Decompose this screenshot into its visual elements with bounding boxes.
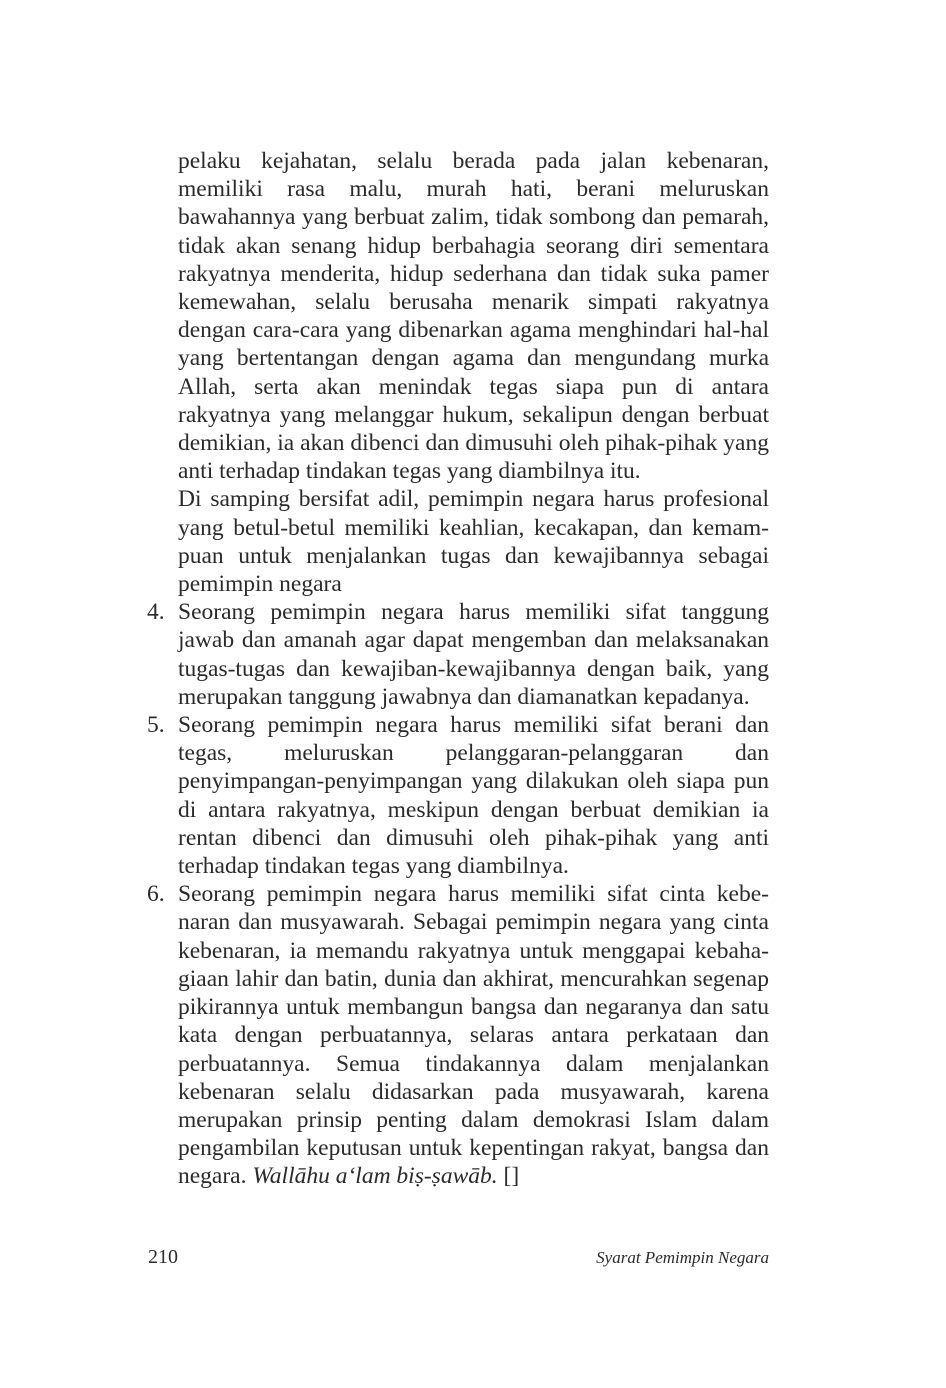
list-item-5: [147, 711, 769, 880]
list-item-6: [147, 880, 769, 1190]
page-footer: [148, 1246, 769, 1270]
list-number: 6.: [147, 881, 165, 908]
end-mark: []: [503, 1163, 520, 1190]
body-text: [147, 147, 769, 1191]
running-title: Syarat Pemimpin Negara: [596, 1248, 769, 1267]
list-number: 5.: [147, 712, 165, 739]
list-number: 4.: [147, 599, 165, 626]
continuation-paragraph: pelaku kejahatan, selalu berada pada jalan kebenaran, memiliki rasa malu, murah hati, berani meluruskan bawahannya yang berbuat zalim, tidak sombong dan pemarah, tidak akan senang hidup berbahagia seorang diri sementara rakyatnya menderita, hidup sederhana dan tidak suka pamer kemewahan, selalu berusaha menarik simpati rakyatnya dengan cara-cara yang dibenarkan agama menghindari hal-hal yang bertentangan dengan agama dan mengundang murka Allah, serta akan menindak tegas siapa pun di antara rakyatnya yang melanggar hukum, sekalipun dengan berbuat demikian, ia akan dibenci dan dimusuhi oleh pihak-pihak yang anti terhadap tindakan tegas yang diambilnya itu.: [178, 148, 769, 485]
list-item-text: Seorang pemimpin negara harus memiliki sifat tanggung jawab dan amanah agar dapat mengemban dan melaksanakan tugas-tugas dan kewajiban-kewajibannya dengan baik, yang merupakan tanggung jawabnya dan diamanatkan kepadanya.: [178, 599, 769, 710]
list-item-text: Seorang pemimpin negara harus memiliki sifat berani dan tegas, meluruskan pelanggaran-pelanggaran dan penyimpangan-penyimpangan yang dilakukan oleh siapa pun di antara rakyatnya, meskipun dengan berbuat demikian ia rentan dibenci dan dimusuhi oleh pihak-pihak yang anti terhadap tindakan tegas yang diambilnya.: [178, 712, 769, 880]
list-item-text: Seorang pemimpin negara harus memiliki sifat cinta kebenaran dan musyawarah. Sebagai pemimpin negara yang cinta kebenaran, ia memandu rakyatnya untuk menggapai kebahagiaan lahir dan batin, dunia dan akhirat, mencurahkan segenap pikirannya untuk membangun bangsa dan negaranya dan satu kata dengan perbuatannya, selaras antara perkataan dan perbuatannya. Semua tindakannya dalam menjalankan kebenaran selalu didasarkan pada musyawarah, karena merupakan prinsip penting dalam demokrasi Islam dalam pengambilan keputusan untuk kepentingan rakyat, bangsa dan negara.: [178, 881, 769, 1190]
closing-phrase: Wallāhu a‘lam biṣ-ṣawāb.: [252, 1163, 498, 1190]
professional-paragraph: Di samping bersifat adil, pemimpin negara harus profesional yang betul-betul memiliki keahlian, kecakapan, dan kemampuan untuk menjalankan tugas dan kewajibannya sebagai pemimpin negara: [178, 486, 769, 598]
page-number: 210: [148, 1246, 178, 1268]
list-item-4: [147, 598, 769, 711]
